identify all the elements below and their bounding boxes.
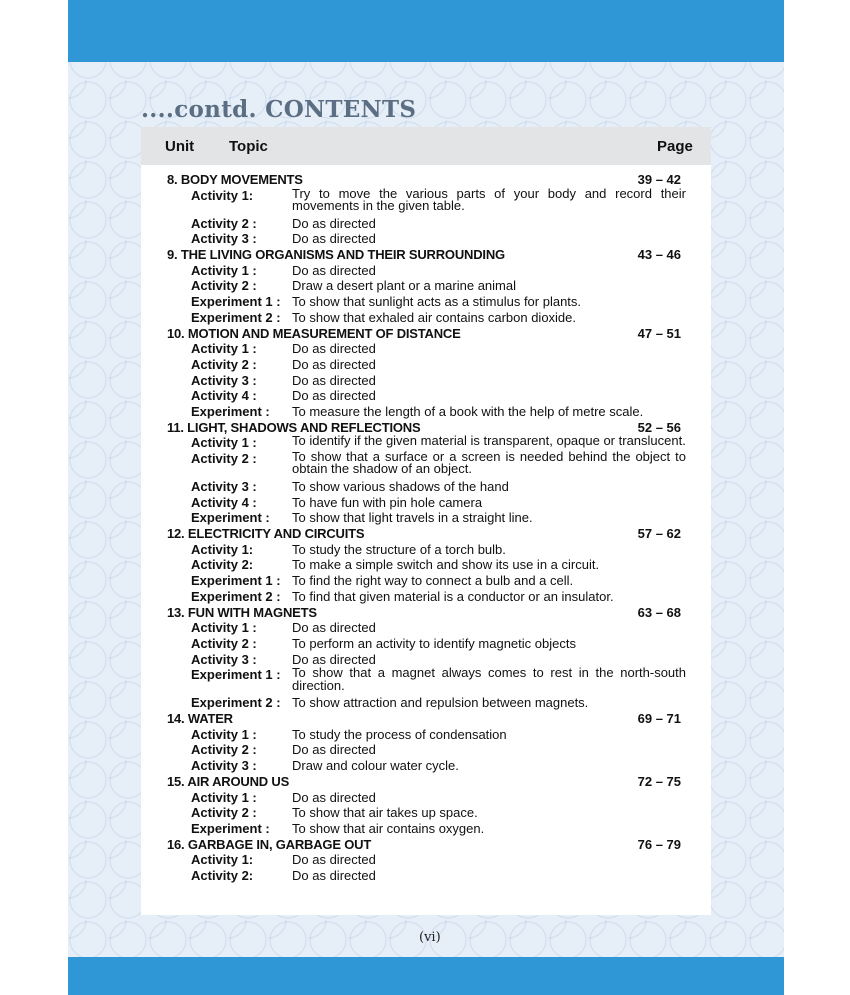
activity-row	[141, 404, 711, 420]
unit-page-range: 72 – 75	[637, 773, 681, 789]
activity-description: To find the right way to connect a bulb and a cell.	[292, 573, 574, 589]
activity-label: Activity 2 :	[191, 805, 257, 821]
activity-row	[141, 479, 711, 495]
table-header	[141, 127, 711, 165]
unit-title: 12. ELECTRICITY AND CIRCUITS	[167, 526, 365, 542]
unit-page-range: 76 – 79	[637, 836, 681, 852]
activity-label: Activity 2 :	[191, 278, 257, 294]
activity-label: Activity 3 :	[191, 478, 257, 494]
unit-page-range: 63 – 68	[637, 604, 681, 620]
unit-row	[141, 326, 711, 342]
activity-description: To show that sunlight acts as a stimulus for plants.	[292, 294, 582, 310]
activity-row	[141, 805, 711, 821]
activity-label: Experiment 1 :	[191, 667, 281, 683]
activity-row	[141, 310, 711, 326]
activity-label: Experiment 1 :	[191, 294, 281, 310]
column-header-page: Page	[657, 138, 693, 155]
activity-row	[141, 667, 711, 695]
activity-row	[141, 868, 711, 884]
activity-label: Experiment :	[191, 404, 270, 420]
activity-label: Activity 3 :	[191, 651, 257, 667]
activity-label: Activity 1 :	[191, 435, 257, 451]
activity-description: Draw and colour water cycle.	[292, 758, 459, 774]
activity-label: Activity 1 :	[191, 620, 257, 636]
activity-description: Do as directed	[292, 372, 376, 388]
activity-description: To show that air contains oxygen.	[292, 820, 485, 836]
activity-row	[141, 216, 711, 232]
unit-page-range: 57 – 62	[637, 526, 681, 542]
activity-label: Activity 1 :	[191, 262, 257, 278]
bottom-color-band	[68, 957, 784, 995]
activity-label: Experiment 2 :	[191, 588, 281, 604]
activity-label: Experiment :	[191, 510, 270, 526]
unit-page-range: 52 – 56	[637, 419, 681, 435]
activity-row	[141, 636, 711, 652]
activity-label: Activity 1:	[191, 187, 254, 203]
activity-description: To study the process of condensation	[292, 726, 507, 742]
activity-row	[141, 388, 711, 404]
page-number: (vi)	[419, 930, 441, 945]
activity-label: Activity 4 :	[191, 494, 257, 510]
activity-row	[141, 852, 711, 868]
activity-description: Try to move the various parts of your body and record their movements in the given table.	[292, 185, 686, 214]
activity-row	[141, 294, 711, 310]
unit-row	[141, 837, 711, 853]
activity-description: To study the structure of a torch bulb.	[292, 541, 506, 557]
unit-title: 15. AIR AROUND US	[167, 773, 290, 789]
activity-label: Activity 2:	[191, 868, 254, 884]
unit-row	[141, 526, 711, 542]
column-header-unit: Unit	[165, 138, 195, 155]
activity-description: Do as directed	[292, 651, 376, 667]
unit-title: 9. THE LIVING ORGANISMS AND THEIR SURROUNDING	[167, 247, 505, 263]
activity-description: Do as directed	[292, 789, 376, 805]
book-page	[68, 0, 784, 995]
activity-description: Draw a desert plant or a marine animal	[292, 278, 516, 294]
activity-label: Activity 1:	[191, 541, 254, 557]
activity-row	[141, 185, 711, 216]
activity-label: Activity 1 :	[191, 341, 257, 357]
activity-description: Do as directed	[292, 215, 376, 231]
activity-label: Activity 3 :	[191, 372, 257, 388]
activity-description: To find that given material is a conductor or an insulator.	[292, 588, 614, 604]
activity-row	[141, 557, 711, 573]
activity-row	[141, 495, 711, 511]
activity-label: Activity 4 :	[191, 388, 257, 404]
activity-description: Do as directed	[292, 341, 376, 357]
activity-label: Experiment 2 :	[191, 309, 281, 325]
unit-page-range: 39 – 42	[637, 172, 681, 187]
activity-row	[141, 758, 711, 774]
activity-row	[141, 620, 711, 636]
activity-label: Activity 2 :	[191, 635, 257, 651]
unit-row	[141, 247, 711, 263]
activity-row	[141, 790, 711, 806]
activity-label: Activity 2 :	[191, 215, 257, 231]
top-color-band	[68, 0, 784, 62]
unit-row	[141, 711, 711, 727]
activity-label: Activity 1 :	[191, 789, 257, 805]
activity-description: Do as directed	[292, 620, 376, 636]
activity-row	[141, 263, 711, 279]
activity-row	[141, 589, 711, 605]
activity-label: Experiment :	[191, 820, 270, 836]
activity-description: To have fun with pin hole camera	[292, 494, 483, 510]
activity-label: Activity 2 :	[191, 742, 257, 758]
activity-label: Activity 1 :	[191, 726, 257, 742]
activity-description: Do as directed	[292, 356, 376, 372]
activity-description: To show various shadows of the hand	[292, 478, 509, 494]
unit-title: 13. FUN WITH MAGNETS	[167, 604, 317, 620]
column-header-topic: Topic	[229, 138, 268, 155]
activity-description: To show attraction and repulsion between magnets.	[292, 695, 589, 711]
activity-description: To show that exhaled air contains carbon dioxide.	[292, 309, 577, 325]
activity-description: Do as directed	[292, 742, 376, 758]
activity-row	[141, 231, 711, 247]
activity-description: To show that light travels in a straight line.	[292, 510, 533, 526]
unit-title: 14. WATER	[167, 711, 233, 727]
activity-label: Activity 2 :	[191, 450, 257, 466]
activity-row	[141, 510, 711, 526]
activity-label: Experiment 2 :	[191, 695, 281, 711]
activity-row	[141, 341, 711, 357]
activity-row	[141, 448, 711, 479]
activity-description: Do as directed	[292, 868, 376, 884]
activity-description: To measure the length of a book with the help of metre scale.	[292, 404, 644, 420]
activity-label: Experiment 1 :	[191, 573, 281, 589]
activity-description: To show that a magnet always comes to rest in the north-south direction.	[292, 665, 686, 693]
activity-label: Activity 2 :	[191, 356, 257, 372]
unit-page-range: 43 – 46	[637, 247, 681, 263]
activity-row	[141, 278, 711, 294]
unit-title: 16. GARBAGE IN, GARBAGE OUT	[167, 836, 372, 852]
activity-row	[141, 695, 711, 711]
activity-row	[141, 742, 711, 758]
unit-title: 11. LIGHT, SHADOWS AND REFLECTIONS	[167, 419, 421, 435]
unit-row	[141, 605, 711, 621]
activity-label: Activity 3 :	[191, 231, 257, 247]
page-title: ....contd. CONTENTS	[141, 96, 417, 123]
activity-description: Do as directed	[292, 262, 376, 278]
contents-entries	[141, 172, 711, 884]
activity-description: Do as directed	[292, 231, 376, 247]
activity-row	[141, 373, 711, 389]
unit-title: 8. BODY MOVEMENTS	[167, 172, 303, 187]
activity-row	[141, 542, 711, 558]
activity-label: Activity 3 :	[191, 758, 257, 774]
activity-description: Do as directed	[292, 852, 376, 868]
activity-row	[141, 821, 711, 837]
activity-row	[141, 727, 711, 743]
unit-page-range: 47 – 51	[637, 325, 681, 341]
activity-label: Activity 2:	[191, 557, 254, 573]
activity-description: To show that a surface or a screen is needed behind the object to obtain the shadow of an object.	[292, 448, 686, 477]
activity-label: Activity 1:	[191, 852, 254, 868]
activity-description: To perform an activity to identify magnetic objects	[292, 635, 576, 651]
activity-row	[141, 357, 711, 373]
unit-title: 10. MOTION AND MEASUREMENT OF DISTANCE	[167, 325, 461, 341]
activity-row	[141, 573, 711, 589]
activity-description: To identify if the given material is transparent, opaque or translucent.	[292, 433, 686, 449]
activity-description: To show that air takes up space.	[292, 805, 478, 821]
activity-description: Do as directed	[292, 388, 376, 404]
contents-table	[141, 127, 711, 915]
unit-page-range: 69 – 71	[637, 711, 681, 727]
activity-description: To make a simple switch and show its use in a circuit.	[292, 557, 600, 573]
unit-row	[141, 774, 711, 790]
